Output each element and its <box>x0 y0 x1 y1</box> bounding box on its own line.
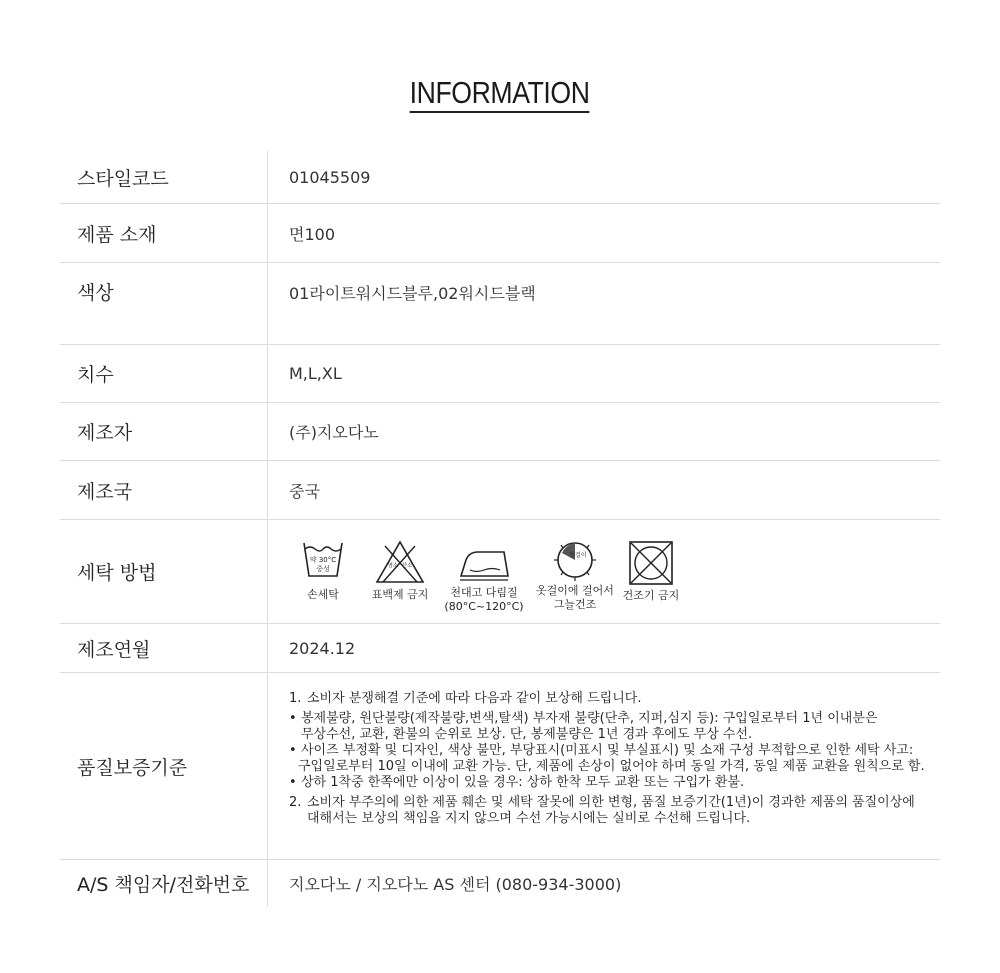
hand-wash-caption: 손세탁 <box>307 588 339 601</box>
color-label: 색상 <box>60 263 268 344</box>
care-no-bleach <box>371 540 429 602</box>
no-bleach-caption: 표백제 금지 <box>371 588 429 601</box>
quality-item-1-text: 소비자 분쟁해결 기준에 따라 다음과 같이 보상해 드립니다. <box>307 691 642 706</box>
quality-item-1 <box>289 691 925 707</box>
care-iron <box>444 540 524 614</box>
row-size <box>60 345 940 403</box>
quality-bullet-1-line1: 봉제불량, 원단불량(제작불량,변색,탈색) 부자재 불량(단추, 지퍼,심지 등): 구입일로부터 1년 이내분은 <box>301 711 878 726</box>
row-quality <box>60 673 940 860</box>
quality-item-2-line1: 소비자 부주의에 의한 제품 훼손 및 세탁 잘못에 의한 변형, 품질 보증기간(1년)이 경과한 제품의 품질이상에 <box>307 795 915 810</box>
quality-bullet-2 <box>289 743 925 759</box>
quality-item-2-line2: 대해서는 보상의 책임을 지지 않으며 수선 가능시에는 실비로 수선해 드립니다. <box>307 811 751 826</box>
country-value: 중국 <box>289 481 320 501</box>
no-bleach-icon <box>375 540 425 584</box>
iron-caption-line1: 천대고 다림질 <box>450 586 518 599</box>
quality-label: 품질보증기준 <box>60 673 268 859</box>
quality-bullet-3 <box>289 775 925 791</box>
quality-bullet-2-line2: 구입일로부터 10일 이내에 교환 가능. 단, 제품에 손상이 없어야 하며 동일 가격, 동일 제품 교환을 원칙으로 함. <box>298 759 925 774</box>
material-value: 면100 <box>289 224 335 244</box>
hang-dry-shade-icon <box>551 540 599 584</box>
care-hand-wash <box>298 540 348 602</box>
iron-caption <box>444 586 523 614</box>
style-code-value: 01045509 <box>289 167 371 187</box>
country-label: 제조국 <box>60 461 268 519</box>
size-label: 치수 <box>60 345 268 402</box>
quality-item-2 <box>289 795 925 811</box>
material-label: 제품 소재 <box>60 204 268 262</box>
quality-bullet-1 <box>289 711 925 727</box>
row-as <box>60 860 940 907</box>
no-bleach-chlorine: 염소 <box>387 563 399 569</box>
iron-icon <box>456 540 512 584</box>
style-code-label: 스타일코드 <box>60 151 268 203</box>
date-label: 제조연월 <box>60 624 268 672</box>
maker-value: (주)지오다노 <box>289 423 379 442</box>
quality-item-1-number: 1. <box>289 691 302 706</box>
no-bleach-oxygen: 산소 <box>401 563 413 569</box>
quality-bullet-3-text: 상하 1착중 한쪽에만 이상이 있을 경우: 상하 한착 모두 교환 또는 구입가 환불. <box>301 775 745 790</box>
information-heading: INFORMATION <box>410 76 590 113</box>
row-washing <box>60 520 940 624</box>
care-no-tumble <box>621 540 681 603</box>
row-country <box>60 461 940 520</box>
care-symbols <box>298 540 681 614</box>
quality-text <box>289 691 925 827</box>
quality-item-2-number: 2. <box>289 795 302 810</box>
hang-dry-caption-line1: 옷걸이에 걸어서 <box>536 584 614 597</box>
date-value: 2024.12 <box>289 638 356 658</box>
row-style-code <box>60 151 940 204</box>
care-hang-dry <box>535 540 615 612</box>
washing-label: 세탁 방법 <box>60 520 268 623</box>
row-color <box>60 263 940 345</box>
no-tumble-dry-icon <box>628 540 674 586</box>
hand-wash-icon <box>301 540 345 580</box>
hand-wash-detergent: 중성 <box>316 565 330 573</box>
iron-caption-line2: (80°C~120°C) <box>444 600 524 613</box>
hand-wash-temp: 약 30°C <box>309 556 337 564</box>
quality-bullet-2-line1: 사이즈 부정확 및 디자인, 색상 불만, 부당표시(미표시 및 부실표시) 및 소재 구성 부적합으로 인한 세탁 사고: <box>301 743 914 758</box>
quality-value <box>268 673 940 859</box>
no-tumble-caption: 건조기 금지 <box>622 589 680 602</box>
as-value: 지오다노 / 지오다노 AS 센터 (080-934-3000) <box>289 875 622 894</box>
size-value: M,L,XL <box>289 364 342 383</box>
washing-value <box>268 520 940 623</box>
maker-label: 제조자 <box>60 403 268 460</box>
row-material <box>60 204 940 263</box>
row-maker <box>60 403 940 461</box>
product-info-table <box>60 151 940 907</box>
section-title <box>0 76 1000 113</box>
quality-bullet-1-line2: 무상수선, 교환, 환불의 순위로 보상. 단, 봉제불량은 1년 경과 후에도 무상 수선. <box>301 727 753 742</box>
color-value: 01라이트워시드블루,02워시드블랙 <box>289 284 536 303</box>
hang-dry-label: 옷걸이 <box>569 552 587 559</box>
row-date <box>60 624 940 673</box>
hang-dry-caption-line2: 그늘건조 <box>553 598 597 611</box>
quality-bullet-2-mark: • <box>289 743 297 758</box>
quality-bullet-3-mark: • <box>289 775 297 790</box>
hang-dry-caption <box>536 584 614 612</box>
quality-bullet-1-mark: • <box>289 711 297 726</box>
as-label: A/S 책임자/전화번호 <box>60 860 268 907</box>
